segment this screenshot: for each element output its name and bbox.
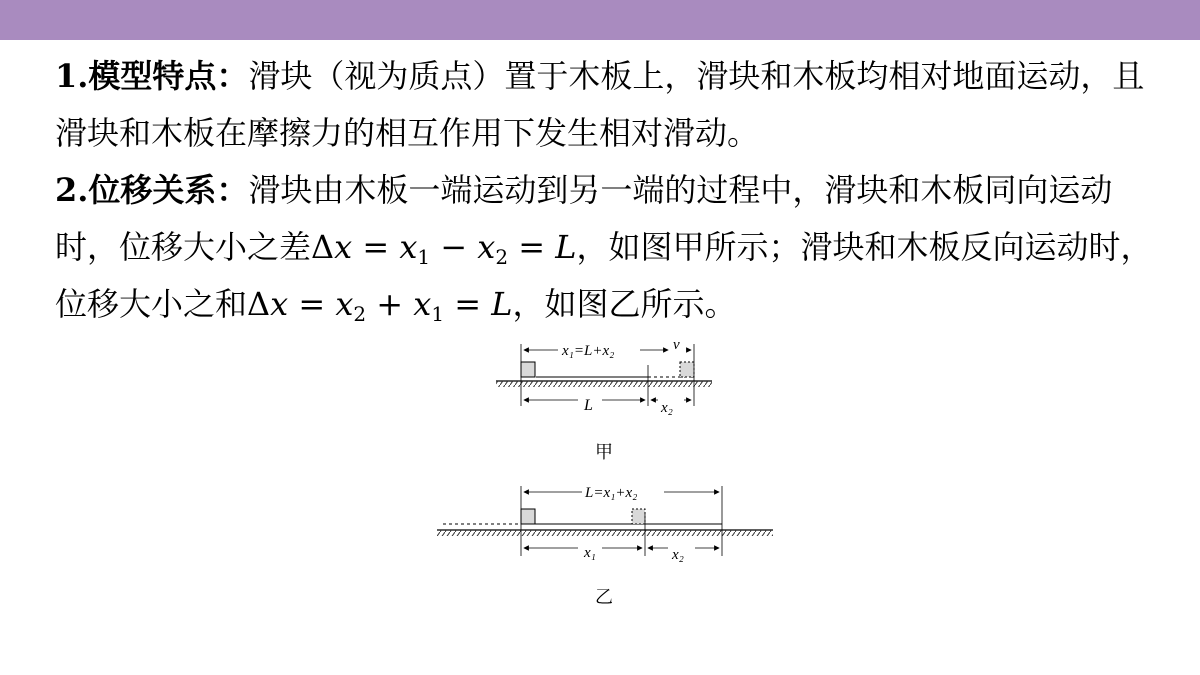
label-v: v: [673, 337, 680, 353]
label-L: L: [584, 397, 593, 414]
figure-yi: [437, 485, 773, 608]
label-L-equals: L=x₁+x₂: [585, 485, 638, 501]
block-end-2: [632, 509, 645, 524]
point-2-label: 2.位移关系：: [55, 171, 249, 209]
block-start-2: [521, 509, 535, 524]
point-2-text-b: ，如图甲所示；滑块和木板反向运动时，位移大小之和: [55, 228, 1153, 323]
point-1: [55, 48, 1155, 162]
point-2-text-c: ，如图乙所示。: [512, 285, 737, 323]
label-x2: x₂: [661, 400, 673, 416]
point-1-text: 滑块（视为质点）置于木板上，滑块和木板均相对地面运动，且滑块和木板在摩擦力的相互作用下发生相对滑动。: [55, 57, 1145, 152]
header-bar: [0, 0, 1200, 40]
label-x1-equals: x₁=L+x₂: [562, 343, 615, 359]
diagram-svg: [420, 330, 800, 620]
label-x1: x₁: [584, 545, 596, 561]
label-x2-yi: x₂: [672, 547, 684, 563]
point-2-text-a: 滑块由木板一端运动到另一端的过程中，滑块和木板同向运动时，位移大小之差: [55, 171, 1113, 266]
point-1-label: 1.模型特点：: [55, 57, 249, 95]
equation-difference: $\Delta x = x_1 - x_2 = L$: [311, 228, 577, 269]
figure-diagrams: [420, 330, 800, 620]
caption-yi: 乙: [595, 587, 613, 608]
figure-jia: [496, 337, 712, 463]
ground-hatch: [496, 381, 712, 387]
point-2: [55, 162, 1155, 333]
ground-hatch-2: [437, 530, 773, 536]
content-body: [55, 48, 1155, 333]
equation-sum: $\Delta x = x_2 + x_1 = L$: [247, 285, 513, 326]
caption-jia: 甲: [595, 442, 613, 463]
block-end: [680, 362, 694, 377]
block-start: [521, 362, 535, 377]
